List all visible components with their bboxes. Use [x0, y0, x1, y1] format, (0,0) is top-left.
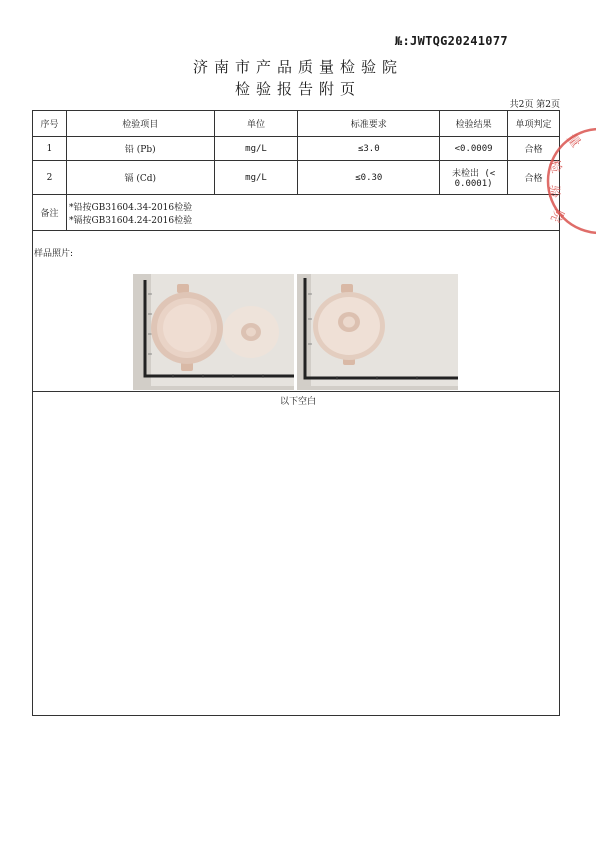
remark-line: *铅按GB31604.34-2016检验: [68, 202, 193, 213]
col-header-item: 检验项目: [66, 111, 214, 137]
blank-divider-line: [33, 391, 560, 392]
cell-standard: ≤0.30: [298, 161, 440, 195]
pot-top-view-image: [133, 274, 294, 390]
cell-item: 铅 (Pb): [66, 137, 214, 161]
cell-judgement: 合格: [508, 161, 560, 195]
remark-line: *镉按GB31604.24-2016检验: [68, 215, 193, 226]
col-header-judgement: 单项判定: [508, 111, 560, 137]
page-info: 共2页 第2页: [509, 100, 560, 110]
cell-seq: 2: [33, 161, 67, 195]
cell-standard: ≤3.0: [298, 137, 440, 161]
photo-section-label: 样品照片:: [34, 249, 74, 259]
cell-result: <0.0009: [440, 137, 508, 161]
remarks-row: [33, 195, 560, 231]
cell-result: 未检出 (< 0.0001): [440, 161, 508, 195]
pot-assembled-image: [297, 274, 458, 390]
results-table: [32, 110, 560, 231]
table-row: [33, 137, 560, 161]
blank-below-note: 以下空白: [279, 397, 316, 407]
col-header-seq: 序号: [33, 111, 67, 137]
report-number: №:JWTQG20241077: [395, 34, 508, 48]
cell-unit: mg/L: [214, 161, 298, 195]
svg-text:检: 检: [545, 158, 564, 175]
report-title: 检验报告附页: [234, 80, 361, 98]
remarks-label: 备注: [33, 195, 67, 231]
col-header-standard: 标准要求: [298, 111, 440, 137]
cell-seq: 1: [33, 137, 67, 161]
sample-photo-assembled-view: [297, 274, 458, 390]
col-header-unit: 单位: [214, 111, 298, 137]
cell-judgement: 合格: [508, 137, 560, 161]
table-header-row: [33, 111, 560, 137]
svg-text:院: 院: [546, 206, 567, 225]
table-row: [33, 161, 560, 195]
cell-unit: mg/L: [214, 137, 298, 161]
svg-text:量: 量: [563, 131, 584, 151]
sample-photo-top-view: [133, 274, 294, 390]
organization-name: 济南市产品质量检验院: [192, 58, 403, 76]
remarks-content: [66, 195, 559, 231]
cell-item: 镉 (Cd): [66, 161, 214, 195]
svg-text:验: 验: [545, 184, 562, 199]
official-seal: [545, 126, 596, 236]
col-header-result: 检验结果: [440, 111, 508, 137]
